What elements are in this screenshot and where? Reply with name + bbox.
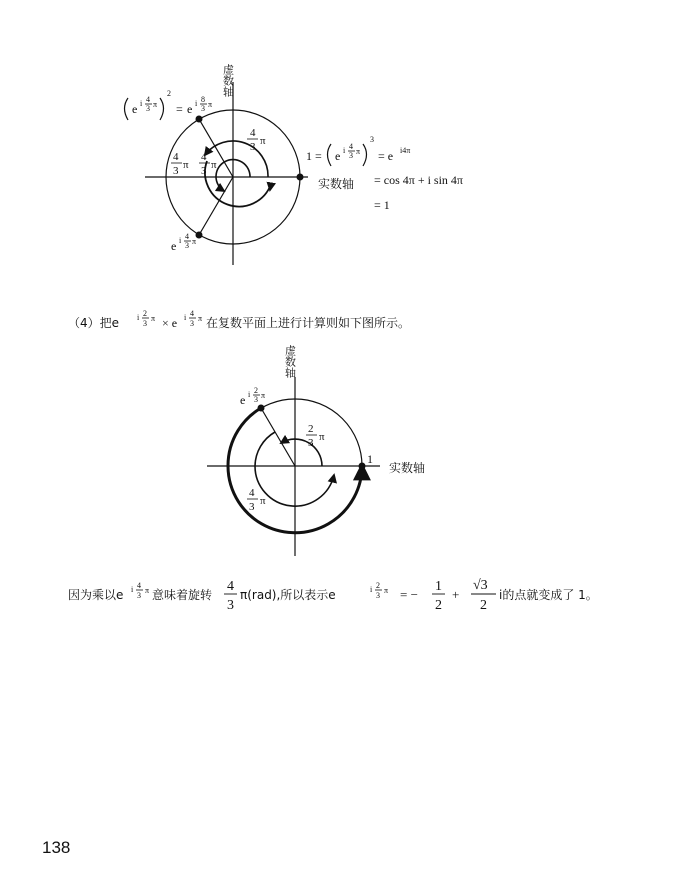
svg-text:2: 2	[254, 386, 258, 395]
svg-text:+: +	[452, 587, 460, 602]
svg-text:3: 3	[201, 104, 205, 113]
svg-text:3: 3	[173, 165, 179, 177]
svg-text:3: 3	[146, 104, 150, 113]
svg-text:π: π	[261, 391, 266, 400]
svg-text:4: 4	[137, 581, 141, 590]
svg-text:3: 3	[249, 501, 255, 513]
svg-text:π: π	[211, 159, 217, 171]
fig2-point-e23	[258, 405, 265, 412]
fig2-point-one	[359, 463, 366, 470]
svg-text:3: 3	[349, 151, 353, 160]
svg-text:4: 4	[249, 487, 255, 499]
svg-text:π: π	[151, 314, 156, 323]
svg-text:=: =	[315, 149, 322, 163]
svg-text:因为乘以e: 因为乘以e	[68, 588, 124, 602]
svg-text:i: i	[131, 585, 134, 594]
fig1-eq-square	[125, 89, 213, 120]
svg-text:意味着旋转: 意味着旋转	[152, 588, 213, 602]
svg-text:2: 2	[435, 598, 442, 613]
svg-text:i: i	[179, 236, 182, 245]
svg-text:3: 3	[308, 437, 314, 449]
fig1-label-e43	[171, 232, 196, 253]
svg-text:π: π	[153, 100, 158, 109]
svg-text:3: 3	[137, 591, 141, 600]
svg-text:2: 2	[167, 89, 171, 98]
svg-text:4: 4	[173, 151, 179, 163]
fig1-eq-one: = 1	[374, 198, 390, 212]
svg-text:π: π	[356, 147, 361, 156]
paragraph-1	[68, 309, 410, 330]
svg-text:8: 8	[201, 95, 205, 104]
svg-text:3: 3	[143, 319, 147, 328]
svg-text:3: 3	[254, 395, 258, 404]
svg-text:i: i	[370, 585, 373, 594]
svg-text:4: 4	[349, 142, 353, 151]
fig1-angle-label-left	[171, 151, 189, 177]
svg-text:i4π: i4π	[400, 146, 411, 155]
svg-text:i: i	[343, 146, 346, 155]
svg-text:3: 3	[201, 165, 207, 177]
svg-text:e: e	[171, 239, 177, 253]
svg-text:i: i	[195, 99, 198, 108]
svg-text:4: 4	[146, 95, 150, 104]
svg-text:2: 2	[376, 581, 380, 590]
svg-text:π: π	[260, 135, 266, 147]
fig1-radius-lower	[199, 177, 233, 235]
svg-text:=: =	[176, 102, 183, 116]
svg-text:√3: √3	[473, 578, 488, 593]
paragraph-2	[68, 578, 598, 613]
svg-text:e: e	[335, 149, 341, 163]
fig1-eq-cube	[306, 135, 410, 166]
svg-text:3: 3	[250, 141, 256, 153]
svg-text:e: e	[132, 102, 138, 116]
svg-text:1: 1	[435, 579, 442, 594]
fig1-point-e83	[196, 116, 203, 123]
svg-text:4: 4	[250, 127, 256, 139]
svg-text:π: π	[319, 431, 325, 443]
svg-text:π: π	[145, 586, 150, 595]
svg-text:× e: × e	[162, 316, 178, 330]
svg-text:π: π	[384, 586, 389, 595]
figure-2	[207, 344, 425, 556]
svg-text:i: i	[248, 390, 251, 399]
svg-text:4: 4	[185, 232, 189, 241]
fig2-imag-axis-label: 虚数轴	[283, 345, 297, 378]
svg-text:4: 4	[190, 309, 194, 318]
fig1-point-one	[297, 174, 304, 181]
fig2-label-e23	[240, 386, 265, 407]
svg-text:3: 3	[185, 241, 189, 250]
svg-text:i的点就变成了 1。: i的点就变成了 1。	[499, 588, 598, 602]
svg-text:i: i	[137, 313, 140, 322]
svg-text:i: i	[184, 313, 187, 322]
fig1-angle-label-inner	[199, 151, 217, 177]
fig1-real-axis-label: 实数轴	[318, 177, 355, 191]
svg-text:在复数平面上进行计算则如下图所示。: 在复数平面上进行计算则如下图所示。	[206, 316, 411, 330]
svg-text:2: 2	[143, 309, 147, 318]
svg-text:e: e	[240, 393, 246, 407]
page-number: 138	[42, 838, 71, 857]
svg-text:π: π	[192, 237, 197, 246]
fig2-arc-inner-left	[255, 432, 275, 466]
fig2-label-one: 1	[367, 452, 373, 466]
fig2-angle-two-thirds	[306, 423, 325, 449]
fig2-real-axis-label: 实数轴	[389, 461, 426, 475]
svg-text:π(rad),所以表示e: π(rad),所以表示e	[240, 588, 336, 602]
svg-text:π: π	[183, 159, 189, 171]
svg-text:4: 4	[227, 579, 234, 594]
svg-text:π: π	[198, 314, 203, 323]
svg-text:4: 4	[201, 151, 207, 163]
fig1-spiral-outer-end	[270, 184, 271, 190]
svg-text:e: e	[187, 102, 193, 116]
fig1-imag-axis-label	[222, 63, 235, 97]
svg-text:1: 1	[306, 149, 312, 163]
fig1-eq-cos: = cos 4π + i sin 4π	[374, 173, 463, 187]
svg-text:3: 3	[190, 319, 194, 328]
svg-text:3: 3	[227, 598, 234, 613]
svg-text:虚数轴: 虚数轴	[221, 64, 235, 97]
svg-text:π: π	[208, 100, 213, 109]
svg-text:2: 2	[308, 423, 314, 435]
svg-text:3: 3	[370, 135, 374, 144]
svg-text:i: i	[140, 99, 143, 108]
fig1-point-e43	[196, 232, 203, 239]
svg-text:2: 2	[480, 598, 487, 613]
figure-1	[125, 63, 464, 265]
svg-text:π: π	[260, 495, 266, 507]
svg-text:= e: = e	[378, 149, 394, 163]
svg-text:（4）把e: （4）把e	[68, 316, 120, 330]
svg-text:= −: = −	[400, 587, 418, 602]
svg-text:3: 3	[376, 591, 380, 600]
fig2-radius	[261, 408, 295, 466]
